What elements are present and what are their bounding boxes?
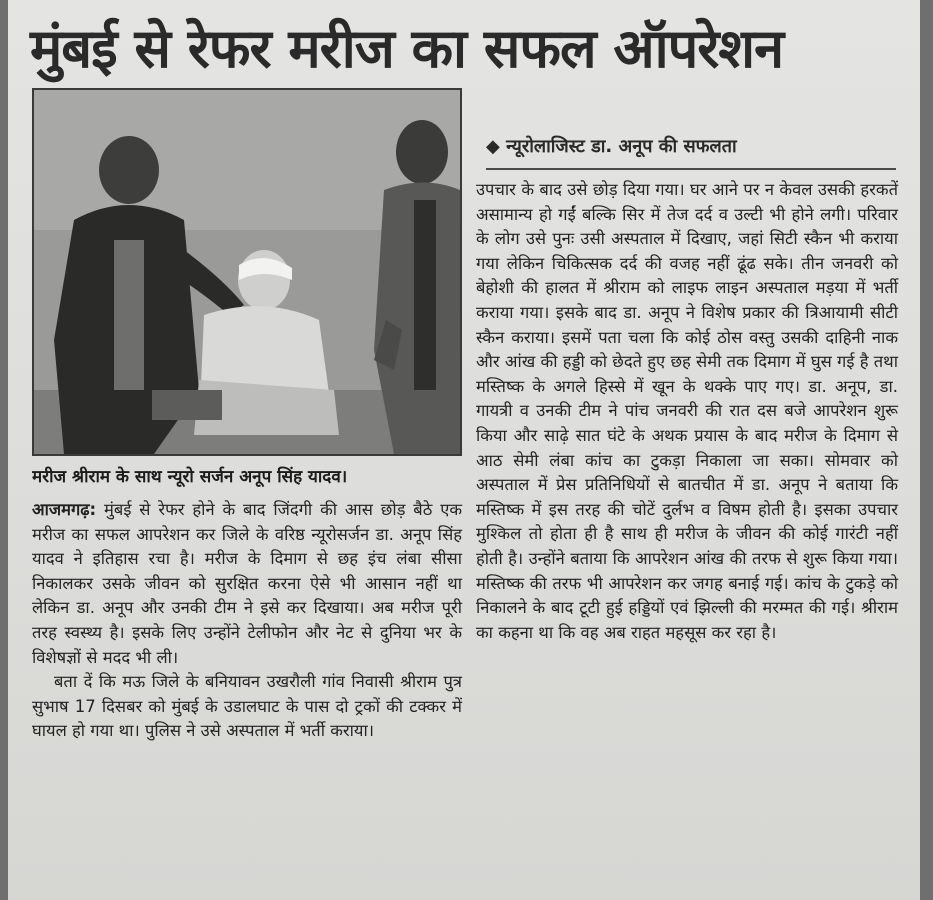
- newspaper-clipping: [8, 0, 920, 900]
- headline: मुंबई से रेफर मरीज का सफल ऑपरेशन: [30, 17, 784, 80]
- subheadline: [486, 132, 886, 162]
- subheadline-rule: [486, 168, 896, 170]
- lead-paragraph-text: मुंबई से रेफर होने के बाद जिंदगी की आस छोड़ बैठे एक मरीज का सफल आपरेशन कर जिले के वरिष्ठ न्यूरोसर्जन डा. अनूप सिंह यादव ने इतिहास रचा है। मरीज के दिमाग से छह इंच लंबा सीसा निकालकर उसके जीवन को सुरक्षित करना ऐसे भी आसान नहीं था लेकिन डा. अनूप और उनकी टीम ने इसे कर दिखाया। अब मरीज पूरी तरह स्वस्थ्य है। इसके लिए उन्होंने टेलीफोन और नेट से दुनिया भर के विशेषज्ञों से मदद भी ली।: [32, 500, 462, 667]
- lead-paragraph: [32, 498, 462, 670]
- news-photo: [32, 88, 462, 456]
- bullet-icon: ◆: [486, 136, 507, 157]
- photo-illustration: [34, 90, 460, 454]
- photo-caption: मरीज श्रीराम के साथ न्यूरो सर्जन अनूप सिंह यादव।: [32, 467, 348, 487]
- article-right-column: [476, 178, 898, 890]
- dateline: आजमगढ़:: [32, 500, 97, 519]
- second-paragraph: बता दें कि मऊ जिले के बनियावन उखरौली गांव निवासी श्रीराम पुत्र सुभाष 17 दिसबर को मुंबई के उडालघाट के पास दो ट्रकों की टक्कर में घायल हो गया था। पुलिस ने उसे अस्पताल में भर्ती कराया।: [32, 672, 462, 741]
- right-column-text: उपचार के बाद उसे छोड़ दिया गया। घर आने पर न केवल उसकी हरकतें असामान्य हो गईं बल्कि सिर में तेज दर्द व उल्टी भी होने लगी। परिवार के लोग उसे पुनः उसी अस्पताल में दिखाए, जहां सिटी स्कैन भी कराया गया लेकिन चिकित्सक दर्द की वजह नहीं ढूंढ सके। तीन जनवरी को बेहोशी की हालत में श्रीराम को लाइफ लाइन अस्पताल मड़या में भर्ती कराया गया। इसके बाद डा. अनूप ने विशेष प्रकार की त्रिआयामी सीटी स्कैन कराया। इसमें पता चला कि कोई ठोस वस्तु उसकी दाहिनी नाक और आंख की हड्डी को छेदते हुए छह सेमी तक दिमाग में घुस गई है तथा मस्तिष्क के अगले हिस्से में खून के थक्के पाए गए। डा. अनूप, डा. गायत्री व उनकी टीम ने पांच जनवरी की रात दस बजे आपरेशन शुरू किया और साढ़े सात घंटे के अथक प्रयास के बाद मरीज के दिमाग से आठ सेमी लंबा कांच का टुकड़ा निकाला जा सका। सोमवार को अस्पताल में प्रेस प्रतिनिधियों से बातचीत में डा. अनूप ने बताया कि मस्तिष्क में इस तरह की चोटें दुर्लभ व विषम होती है। इसका उपचार मुश्किल तो होता ही है साथ ही मरीज के जीवन की कोई गारंटी नहीं होती है। उन्होंने बताया कि आपरेशन आंख की तरफ से शुरू किया गया। मस्तिष्क की तरफ भी आपरेशन कर जगह बनाई गई। कांच के टुकड़े को निकालने के बाद टूटी हुई हड्डियों एवं झिल्ली की मरम्मत की गई। श्रीराम का कहना था कि वह अब राहत महसूस कर रहा है।: [476, 180, 898, 642]
- article-left-column: [32, 498, 462, 888]
- subheadline-text: न्यूरोलाजिस्ट डा. अनूप की सफलता: [506, 136, 737, 157]
